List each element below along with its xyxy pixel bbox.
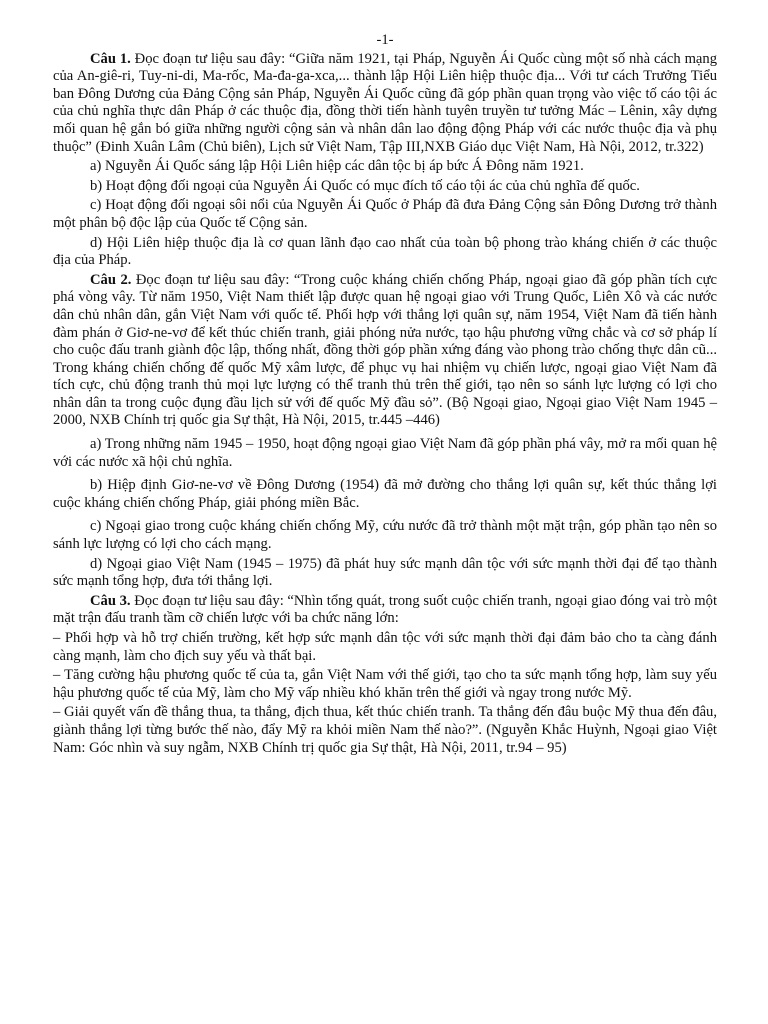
question-3-point-3: – Giải quyết vấn đề thắng thua, ta thắng, địch thua, kết thúc chiến tranh. Ta thắng đến đâu buộc Mỹ thua đến đâu, giành thắng lợi từng bước thế nào, đẩy Mỹ ra khỏi miền Nam thế nào?”. (Nguyễn Khắc Huỳnh, Ngoại giao Việt Nam: Góc nhìn và suy ngẫm, NXB Chính trị quốc gia Sự thật, Hà Nội, 2011, tr.94 – 95) xyxy=(53,704,717,756)
question-2-label: Câu 2. xyxy=(90,271,132,288)
question-3-label: Câu 3. xyxy=(90,592,131,609)
question-1-passage-text: Đọc đoạn tư liệu sau đây: “Giữa năm 1921, tại Pháp, Nguyễn Ái Quốc cùng một số nhà cách mạng của An-giê-ri, Tuy-ni-di, Ma-rốc, Ma-đa-ga-xca,... thành lập Hội Liên hiệp thuộc địa... Với tư cách Trưởng Tiểu ban Đông Dương của Đảng Cộng sản Pháp, Nguyễn Ái Quốc cũng đã góp phần quan trọng vào việc tố cáo tội ác của chủ nghĩa thực dân Pháp ở các thuộc địa, đồng thời tiến hành tuyên truyền tư tưởng Mác – Lênin, xây dựng mối quan hệ gắn bó giữa những người cộng sản và nhân dân lao động động Pháp với các nước thuộc địa và phụ thuộc” (Đinh Xuân Lâm (Chủ biên), Lịch sử Việt Nam, Tập III,NXB Giáo dục Việt Nam, Hà Nội, 2012, tr.322) xyxy=(53,50,717,155)
question-3-point-1: – Phối hợp và hỗ trợ chiến trường, kết hợp sức mạnh dân tộc với sức mạnh thời đại đảm bảo cho ta càng đánh càng mạnh, làm cho địch suy yếu và thất bại. xyxy=(53,630,717,664)
question-2-option-b: b) Hiệp định Giơ-ne-vơ về Đông Dương (1954) đã mở đường cho thắng lợi quân sự, kết thúc thắng lợi cuộc kháng chiến chống Pháp, giải phóng miền Bắc. xyxy=(53,477,717,511)
question-1-label: Câu 1. xyxy=(90,50,131,67)
question-2-passage-text: Đọc đoạn tư liệu sau đây: “Trong cuộc kháng chiến chống Pháp, ngoại giao đã góp phần tích cực phá vòng vây. Từ năm 1950, Việt Nam thiết lập được quan hệ ngoại giao với Trung Quốc, Liên Xô và các nước dân chủ nhân dân, gắn Việt Nam với quốc tế. Phối hợp với thắng lợi quân sự, năm 1954, Việt Nam đã tiến hành đàm phán ở Giơ-ne-vơ để kết thúc chiến tranh, giải phóng nửa nước, tạo hậu phương vững chắc và cơ sở pháp lí cho cuộc đấu tranh giành độc lập, thống nhất, đồng thời góp phần xứng đáng vào phong trào chống thực dân cũ... Trong kháng chiến chống đế quốc Mỹ xâm lược, để phục vụ hai nhiệm vụ chiến lược, ngoại giao Việt Nam đã tích cực, chủ động tranh thủ mọi lực lượng có thể tranh thủ trên thế giới, tạo nên so sánh lực lượng có lợi cho nhân dân ta trong cuộc đụng đầu lịch sử với đế quốc Mỹ đầu sỏ”. (Bộ Ngoại giao, Ngoại giao Việt Nam 1945 – 2000, NXB Chính trị quốc gia Sự thật, Hà Nội, 2015, tr.445 –446) xyxy=(53,271,717,429)
question-1 xyxy=(53,51,717,270)
question-2-passage xyxy=(53,272,717,430)
document-page xyxy=(53,32,717,757)
question-2-option-c: c) Ngoại giao trong cuộc kháng chiến chống Mỹ, cứu nước đã trở thành một mặt trận, góp phần tạo nên so sánh lực lượng có lợi cho cách mạng. xyxy=(53,518,717,553)
question-3-passage xyxy=(53,593,717,628)
question-3 xyxy=(53,593,717,757)
question-2 xyxy=(53,272,717,591)
question-1-option-a: a) Nguyễn Ái Quốc sáng lập Hội Liên hiệp các dân tộc bị áp bức Á Đông năm 1921. xyxy=(90,158,584,175)
question-1-option-b: b) Hoạt động đối ngoại của Nguyễn Ái Quốc có mục đích tố cáo tội ác của chủ nghĩa đế quốc. xyxy=(90,177,640,194)
question-3-passage-text: Đọc đoạn tư liệu sau đây: “Nhìn tổng quát, trong suốt cuộc chiến tranh, ngoại giao đóng vai trò một mặt trận đấu tranh tầm cỡ chiến lược với ba chức năng lớn: xyxy=(53,592,718,627)
page-number: -1- xyxy=(376,32,394,48)
question-1-passage xyxy=(53,51,717,157)
question-1-option-d: d) Hội Liên hiệp thuộc địa là cơ quan lãnh đạo cao nhất của toàn bộ phong trào kháng chiến ở các thuộc địa của Pháp. xyxy=(53,234,717,269)
question-1-option-c: c) Hoạt động đối ngoại sôi nổi của Nguyễn Ái Quốc ở Pháp đã đưa Đảng Cộng sản Đông Dương trở thành một phân bộ độc lập của Quốc tế Cộng sản. xyxy=(53,197,717,231)
question-2-option-a: a) Trong những năm 1945 – 1950, hoạt động ngoại giao Việt Nam đã góp phần phá vây, mở ra mối quan hệ với các nước xã hội chủ nghĩa. xyxy=(53,436,717,470)
question-3-point-2: – Tăng cường hậu phương quốc tế của ta, gắn Việt Nam với thế giới, tạo cho ta sức mạnh tổng hợp, làm suy yếu hậu phương quốc tế của Mỹ, làm cho Mỹ vấp nhiều khó khăn trên thế giới và ngay trong nước Mỹ. xyxy=(53,667,717,701)
question-2-option-d: d) Ngoại giao Việt Nam (1945 – 1975) đã phát huy sức mạnh dân tộc với sức mạnh thời đại để tạo thành sức mạnh tổng hợp, đưa tới thắng lợi. xyxy=(53,555,717,590)
